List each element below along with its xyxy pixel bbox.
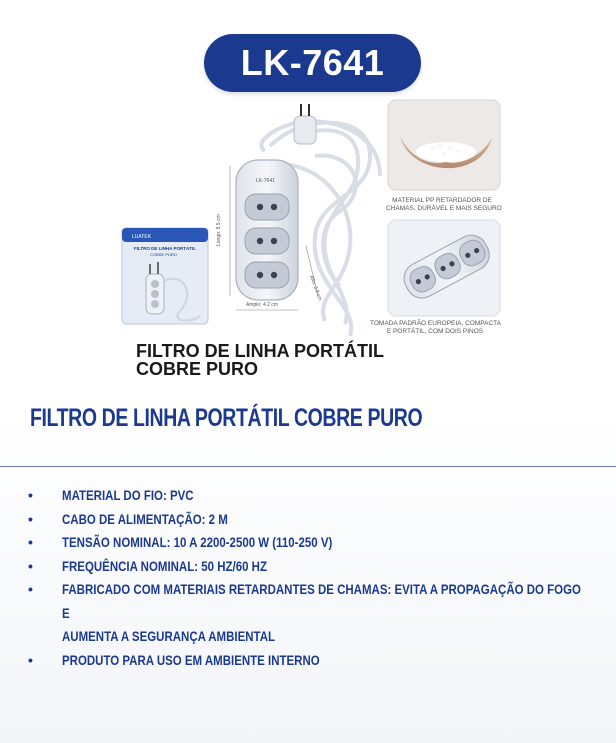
socket-caption-line1: TOMADA PADRÃO EUROPEIA, COMPACTA: [370, 320, 501, 327]
bullet: •: [28, 534, 33, 550]
power-strip-image: [230, 160, 318, 310]
dim-length: Longo: 8.5 cm: [216, 214, 222, 246]
divider: [0, 466, 616, 467]
socket-caption-line2: E PORTÁTIL, COM DOIS PINOS: [386, 328, 484, 335]
spec-list: [20, 484, 616, 672]
spec-item: [20, 531, 616, 555]
material-caption: [386, 197, 502, 213]
spec-item: [20, 649, 616, 673]
device-label: LK-7641: [256, 178, 275, 184]
spec-text: FABRICADO COM MATERIAIS RETARDANTES DE CHAMAS: EVITA A PROPAGAÇÃO DO FOGO E: [62, 581, 581, 621]
dim-height: Alto: 3.8 cm: [308, 274, 323, 302]
photo-caption-line1: FILTRO DE LINHA PORTÁTIL: [136, 341, 384, 361]
plug-image: [294, 104, 316, 144]
material-caption-line2: CHAMAS, DURÁVEL E MAIS SEGURO: [386, 205, 502, 212]
spec-item: [20, 578, 616, 625]
spec-text: MATERIAL DO FIO: PVC: [62, 487, 194, 503]
spec-item-continuation: [20, 625, 616, 649]
socket-inset: [388, 220, 500, 316]
spec-text: CABO DE ALIMENTAÇÃO: 2 M: [62, 510, 228, 527]
spec-item: [20, 508, 616, 532]
socket-caption: [370, 320, 500, 336]
spec-text: TENSÃO NOMINAL: 10 A 2200-2500 W (110-250 V): [62, 534, 333, 550]
package-subtitle: COBRE PURO: [150, 252, 177, 257]
dim-width: Amplo: 4.2 cm: [246, 302, 278, 308]
spec-item: [20, 555, 616, 579]
bullet: •: [28, 557, 33, 574]
spec-text: FREQUÊNCIA NOMINAL: 50 HZ/60 HZ: [62, 557, 267, 574]
material-caption-line1: MATERIAL PP RETARDADOR DE: [392, 197, 492, 204]
material-inset: [388, 100, 500, 190]
product-title: FILTRO DE LINHA PORTÁTIL COBRE PURO: [30, 404, 423, 432]
spec-item: [20, 484, 616, 508]
spec-text: AUMENTA A SEGURANÇA AMBIENTAL: [62, 628, 276, 644]
model-badge: LK-7641: [204, 34, 421, 92]
bullet: •: [28, 581, 33, 597]
bullet: •: [28, 651, 33, 668]
package-title: FILTRO DE LINHA PORTÁTIL: [134, 246, 196, 251]
bullet: •: [28, 510, 33, 527]
package-brand: LUATEK: [132, 234, 152, 240]
bullet: •: [28, 487, 33, 503]
package-image: [122, 228, 208, 324]
spec-text: PRODUTO PARA USO EM AMBIENTE INTERNO: [62, 651, 320, 668]
photo-caption-line2: COBRE PURO: [136, 359, 259, 379]
